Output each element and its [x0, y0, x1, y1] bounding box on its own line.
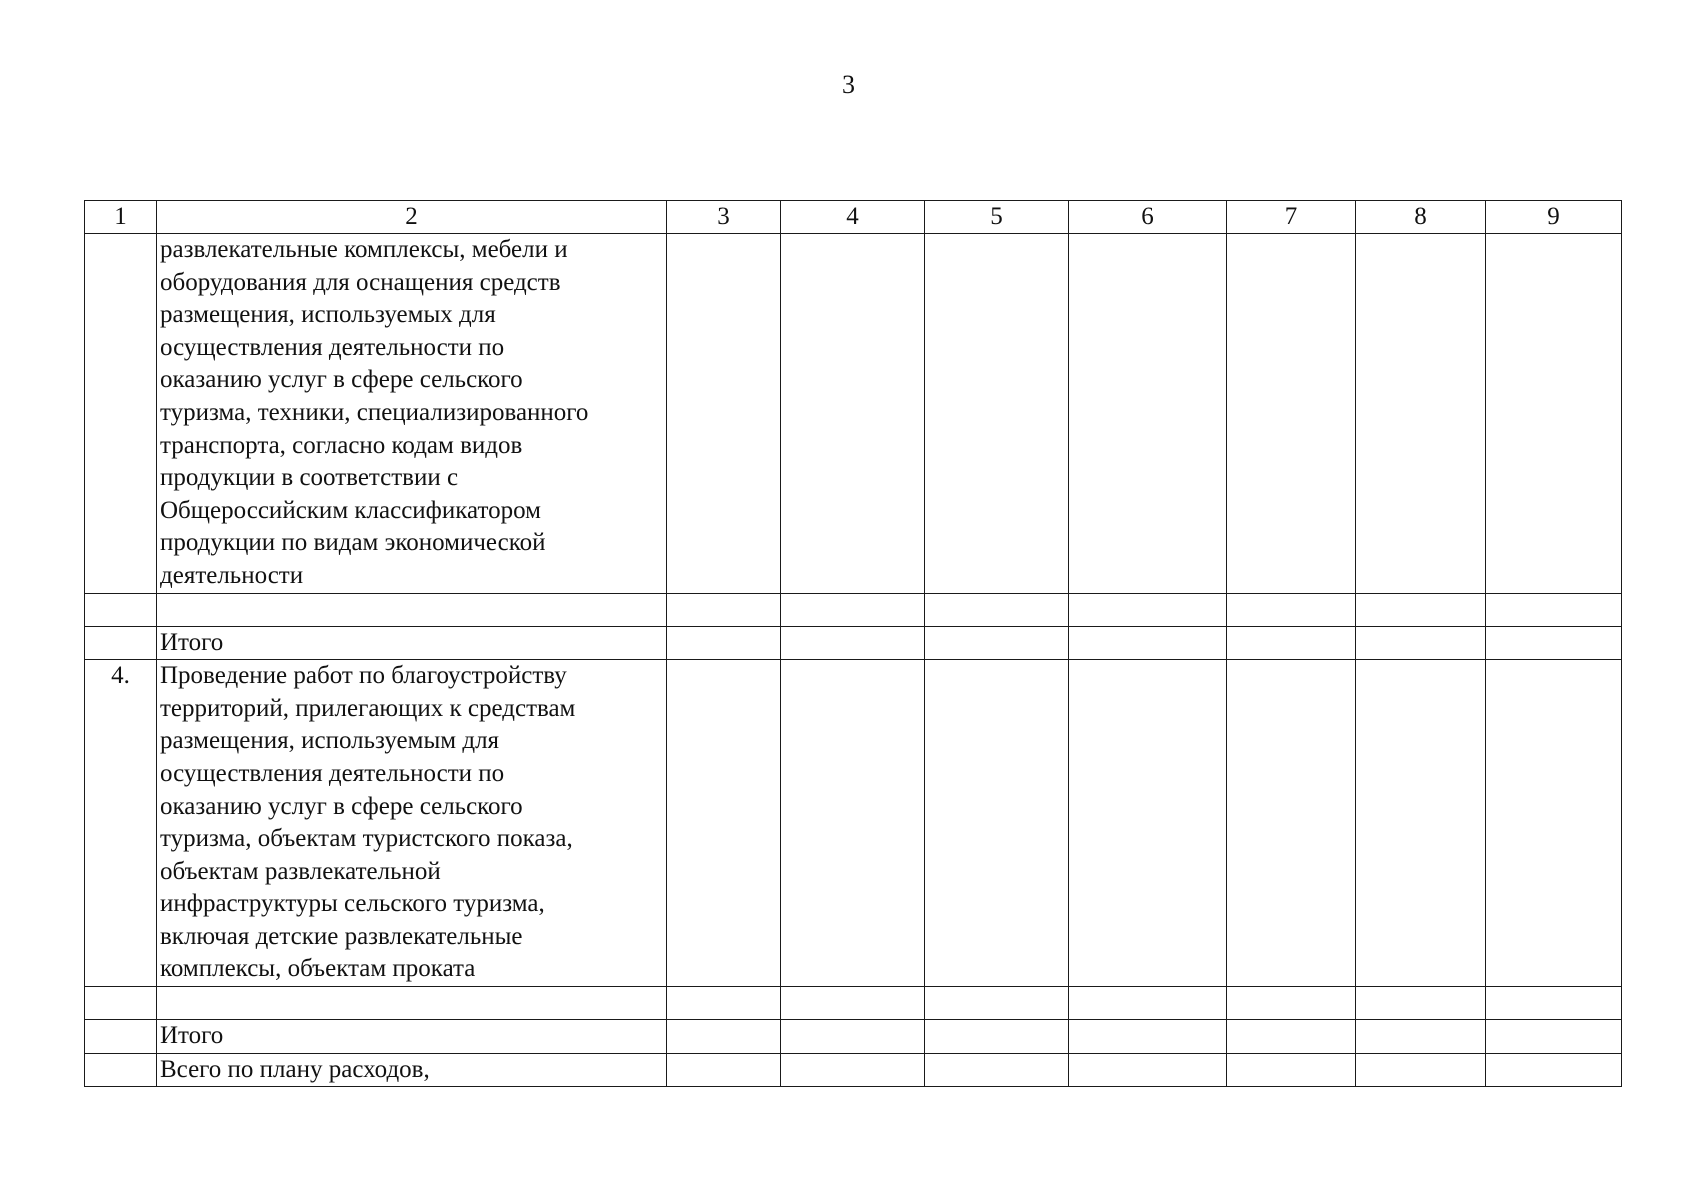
header-row — [85, 201, 1622, 234]
table-cell — [1486, 234, 1622, 594]
table-cell — [925, 660, 1069, 987]
table-cell — [925, 593, 1069, 626]
table-cell — [1356, 234, 1486, 594]
row-number: 4. — [85, 660, 157, 987]
table-cell — [781, 234, 925, 594]
table-cell — [1356, 1020, 1486, 1054]
table-cell — [781, 626, 925, 660]
column-header: 7 — [1227, 201, 1356, 234]
column-header: 3 — [667, 201, 781, 234]
table-row — [85, 660, 1622, 987]
row-description: Всего по плану расходов, — [157, 1053, 667, 1087]
table-cell — [1486, 1053, 1622, 1087]
row-number — [85, 1020, 157, 1054]
table-cell — [1356, 987, 1486, 1020]
column-header: 9 — [1486, 201, 1622, 234]
table-cell — [781, 1020, 925, 1054]
column-header: 4 — [781, 201, 925, 234]
column-header: 1 — [85, 201, 157, 234]
page-number: 3 — [842, 70, 855, 99]
table-cell — [1227, 234, 1356, 594]
row-description — [157, 987, 667, 1020]
table-cell — [1069, 660, 1227, 987]
column-header: 8 — [1356, 201, 1486, 234]
table-cell — [1227, 660, 1356, 987]
table-cell — [1069, 987, 1227, 1020]
row-description: развлекательные комплексы, мебели и оборудования для оснащения средств размещения, используемых для осуществления деятельности по оказанию услуг в сфере сельского туризма, техники, специализированного транспорта, согласно кодам видов продукции в соответствии с Общероссийским классификатором продукции по видам экономической деятельности — [157, 234, 667, 594]
table-cell — [1227, 593, 1356, 626]
table-cell — [1069, 234, 1227, 594]
table-cell — [1356, 626, 1486, 660]
table-cell — [925, 1053, 1069, 1087]
table-cell — [667, 1053, 781, 1087]
table-cell — [1486, 626, 1622, 660]
table-row — [85, 593, 1622, 626]
table-cell — [1356, 1053, 1486, 1087]
table-cell — [781, 1053, 925, 1087]
table-cell — [1069, 1053, 1227, 1087]
table-cell — [1486, 660, 1622, 987]
row-number — [85, 1053, 157, 1087]
table-cell — [1069, 593, 1227, 626]
table-cell — [667, 626, 781, 660]
table-cell — [1486, 987, 1622, 1020]
table-cell — [1227, 987, 1356, 1020]
column-header: 2 — [157, 201, 667, 234]
table-cell — [1069, 1020, 1227, 1054]
table-cell — [781, 593, 925, 626]
row-description: Итого — [157, 1020, 667, 1054]
table-cell — [925, 234, 1069, 594]
table-cell — [667, 1020, 781, 1054]
row-number — [85, 987, 157, 1020]
table-row — [85, 987, 1622, 1020]
table-cell — [1227, 1053, 1356, 1087]
row-description: Итого — [157, 626, 667, 660]
table-cell — [667, 660, 781, 987]
table-cell — [925, 987, 1069, 1020]
row-number — [85, 626, 157, 660]
table-row — [85, 1053, 1622, 1087]
table-cell — [1227, 1020, 1356, 1054]
table-cell — [667, 987, 781, 1020]
table-cell — [781, 987, 925, 1020]
table-cell — [667, 234, 781, 594]
table-row — [85, 1020, 1622, 1054]
column-header: 5 — [925, 201, 1069, 234]
table-cell — [667, 593, 781, 626]
table-row — [85, 234, 1622, 594]
table-cell — [925, 626, 1069, 660]
column-header: 6 — [1069, 201, 1227, 234]
row-description — [157, 593, 667, 626]
table-cell — [1227, 626, 1356, 660]
table-row — [85, 626, 1622, 660]
row-number — [85, 234, 157, 594]
table-cell — [1069, 626, 1227, 660]
table-cell — [1356, 660, 1486, 987]
table-cell — [1486, 1020, 1622, 1054]
table-cell — [781, 660, 925, 987]
table-cell — [925, 1020, 1069, 1054]
row-number — [85, 593, 157, 626]
row-description: Проведение работ по благоустройству территорий, прилегающих к средствам размещения, используемым для осуществления деятельности по оказанию услуг в сфере сельского туризма, объектам туристского показа, объектам развлекательной инфраструктуры сельского туризма, включая детские развлекательные комплексы, объектам проката — [157, 660, 667, 987]
expense-plan-table — [84, 200, 1622, 1087]
table-cell — [1486, 593, 1622, 626]
table-cell — [1356, 593, 1486, 626]
